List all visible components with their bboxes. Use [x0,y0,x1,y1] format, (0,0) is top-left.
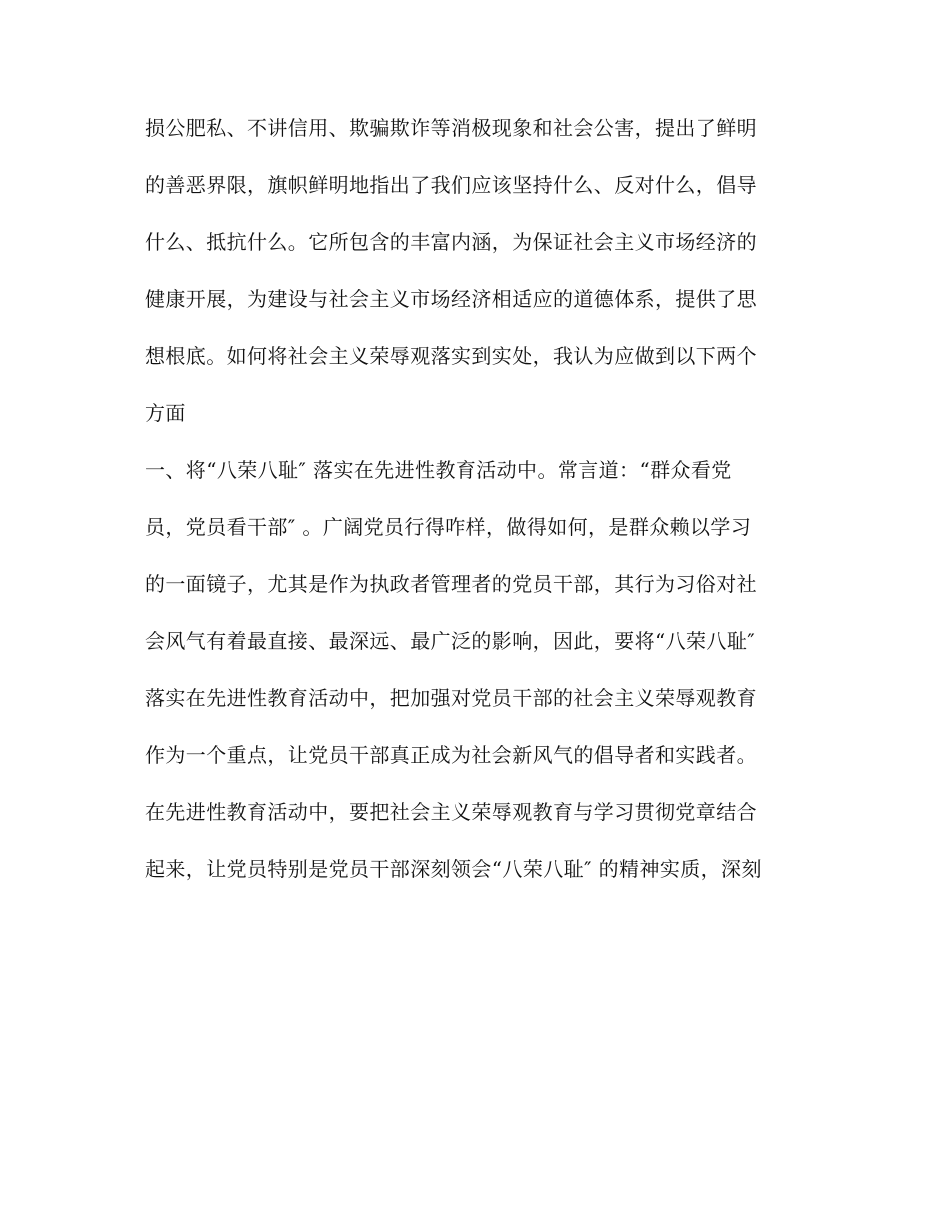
text-line: 方面 [145,401,186,425]
text-line: 起来，让党员特别是党员干部深刻领会“八荣八耻″ 的精神实质，深刻 [145,857,762,881]
text-line: 什么、抵抗什么。它所包含的丰富内涵，为保证社会主义市场经济的 [145,230,757,254]
text-line: 落实在先进性教育活动中，把加强对党员干部的社会主义荣辱观教育 [145,686,757,710]
text-line: 健康开展，为建设与社会主义市场经济相适应的道德体系，提供了思 [145,287,757,311]
text-line: 会风气有着最直接、最深远、最广泛的影响，因此，要将“八荣八耻″ [145,629,756,653]
text-line: 的善恶界限，旗帜鲜明地指出了我们应该坚持什么、反对什么，倡导 [145,173,757,197]
text-line: 员，党员看干部″ 。广阔党员行得咋样，做得如何，是群众赖以学习 [145,515,752,539]
document-body [145,116,835,914]
text-line: 作为一个重点，让党员干部真正成为社会新风气的倡导者和实践者。 [145,743,757,767]
text-line: 在先进性教育活动中，要把社会主义荣辱观教育与学习贯彻党章结合 [145,800,757,824]
text-line: 想根底。如何将社会主义荣辱观落实到实处，我认为应做到以下两个 [145,344,757,368]
text-line: 损公肥私、不讲信用、欺骗欺诈等消极现象和社会公害，提出了鲜明 [145,116,757,140]
text-line: 的一面镜子，尤其是作为执政者管理者的党员干部，其行为习俗对社 [145,572,757,596]
text-line: 一、将“八荣八耻″ 落实在先进性教育活动中。常言道：“群众看党 [145,458,732,482]
